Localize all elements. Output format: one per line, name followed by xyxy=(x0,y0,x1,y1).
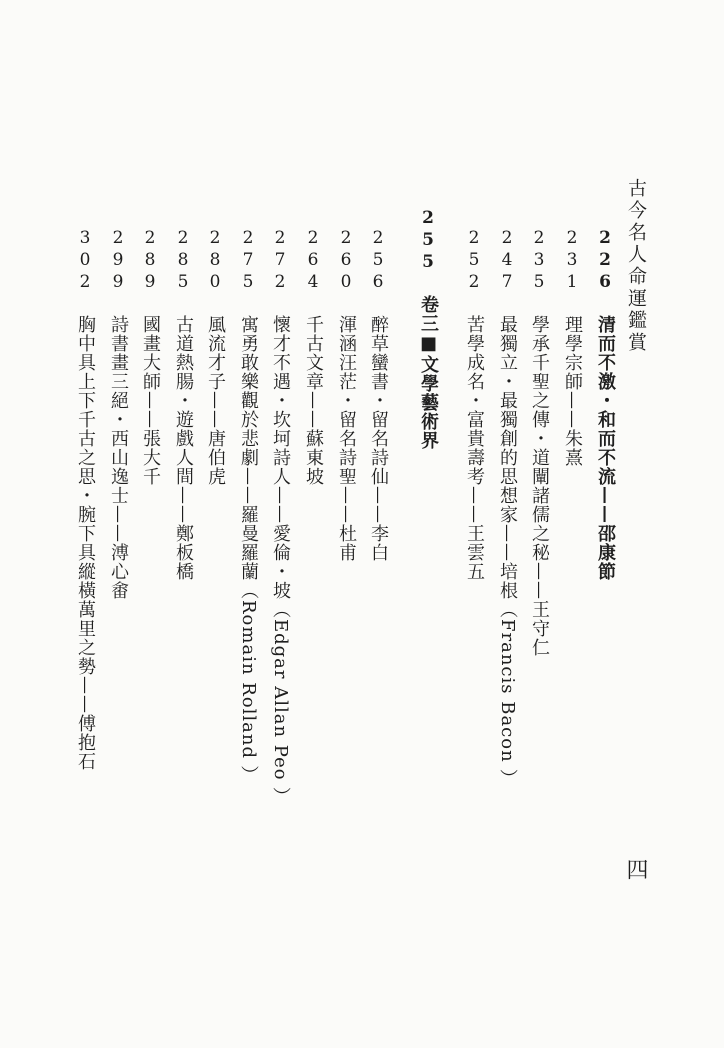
entry-page-number: 235 xyxy=(529,228,549,294)
entry-title: 苦學成名・富貴壽考——王雲五 xyxy=(464,315,485,582)
entry-page-number: 275 xyxy=(238,228,258,294)
toc-entry[interactable] xyxy=(133,228,159,486)
entry-title: 風流才子——唐伯虎 xyxy=(205,315,226,487)
entry-title: 最獨立・最獨創的思想家——培根（Francis Bacon ） xyxy=(497,315,518,789)
section-title: 卷三■文學藝術界 xyxy=(418,295,439,451)
toc-entry[interactable] xyxy=(231,228,257,785)
entry-page-number: 299 xyxy=(108,228,128,294)
toc-entry[interactable] xyxy=(522,228,548,657)
toc-entry[interactable] xyxy=(329,228,355,562)
entry-page-number: 264 xyxy=(303,228,323,294)
entry-title: 理學宗師——朱熹 xyxy=(562,315,583,468)
entry-page-number: 289 xyxy=(140,228,160,294)
entry-page-number: 280 xyxy=(205,228,225,294)
entry-page-number: 272 xyxy=(270,228,290,294)
entry-title: 渾涵汪茫・留名詩聖——杜甫 xyxy=(336,315,357,563)
toc-entry[interactable] xyxy=(588,228,614,581)
entry-page-number: 256 xyxy=(368,228,388,294)
toc-entry[interactable] xyxy=(263,228,289,806)
toc-entry[interactable] xyxy=(198,228,224,486)
entry-title: 醉草蠻書・留名詩仙——李白 xyxy=(368,315,389,563)
entry-title: 古道熱腸・遊戲人間——鄭板橋 xyxy=(173,315,194,582)
entry-page-number: 231 xyxy=(562,228,582,294)
toc-entry[interactable] xyxy=(490,228,516,789)
toc-entry[interactable] xyxy=(555,228,581,467)
toc-entry[interactable] xyxy=(166,228,192,581)
section-header[interactable] xyxy=(411,208,437,450)
entry-title: 懷才不遇・坎坷詩人——愛倫・坡（Edgar Allan Peo ） xyxy=(270,315,291,807)
entry-page-number: 302 xyxy=(75,228,95,294)
entry-page-number: 226 xyxy=(595,228,615,294)
entry-title: 寓勇敢樂觀於悲劇——羅曼羅蘭（Romain Rolland ） xyxy=(238,315,259,785)
toc-entry[interactable] xyxy=(101,228,127,600)
entry-title: 國畫大師——張大千 xyxy=(140,315,161,487)
entry-page-number: 252 xyxy=(464,228,484,294)
entry-title: 胸中具上下千古之思・腕下具縱橫萬里之勢——傅抱石 xyxy=(75,315,96,772)
entry-title: 清而不激・和而不流——邵康節 xyxy=(595,315,616,582)
folio: 四 xyxy=(623,858,648,880)
toc-entry[interactable] xyxy=(296,228,322,486)
running-head: 古今名人命運鑑賞 xyxy=(625,178,647,354)
toc-entry[interactable] xyxy=(68,228,94,771)
entry-title: 千古文章——蘇東坡 xyxy=(303,315,324,487)
entry-title: 學承千聖之傳・道闡諸儒之秘——王守仁 xyxy=(529,315,550,658)
toc-entry[interactable] xyxy=(457,228,483,581)
entry-title: 詩書畫三絕・西山逸士——溥心畬 xyxy=(108,315,129,601)
entry-page-number: 285 xyxy=(173,228,193,294)
toc-entry[interactable] xyxy=(361,228,387,562)
entry-page-number: 260 xyxy=(336,228,356,294)
entry-page-number: 247 xyxy=(497,228,517,294)
section-page-number: 255 xyxy=(418,208,438,274)
